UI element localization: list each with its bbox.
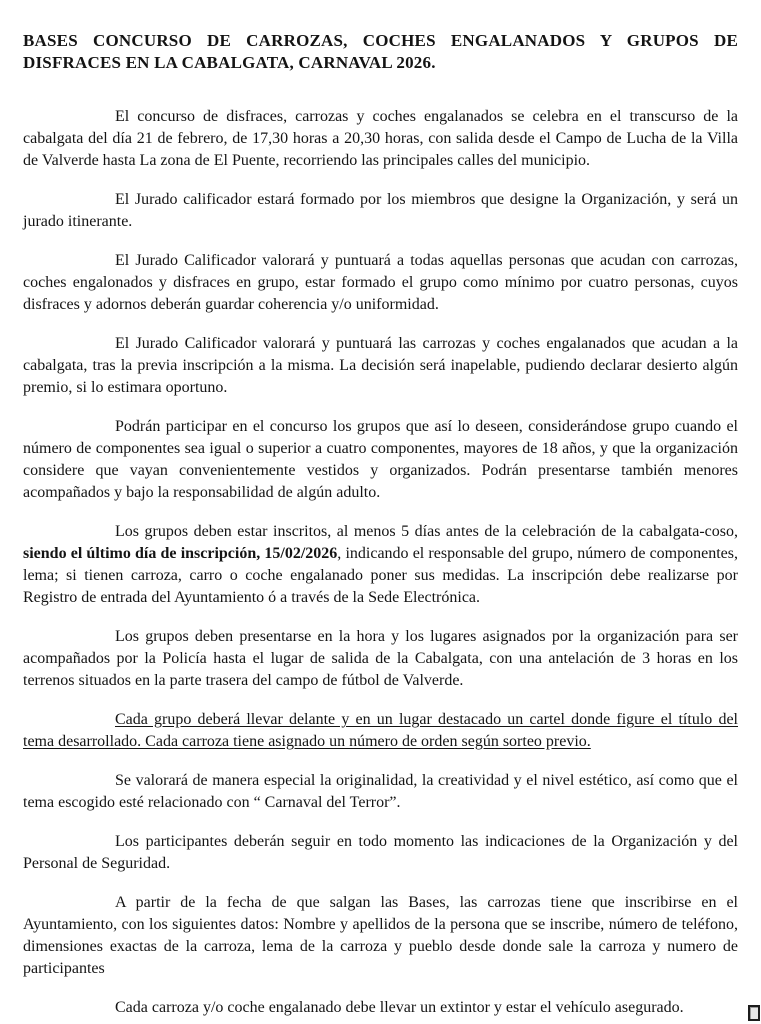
paragraph-follow-instructions: Los participantes deberán seguir en todo momento las indicaciones de la Organización y del Personal de Seguridad. — [23, 833, 738, 872]
inscription-deadline-bold: siendo el último día de inscripción, 15/02/2026 — [23, 545, 338, 562]
document-title — [23, 30, 738, 74]
paragraph-meeting-point: Los grupos deben presentarse en la hora y los lugares asignados por la organización para ser acompañados por la Policía hasta el lugar de salida de la Cabalgata, con una antelación de 3 horas en los terrenos situados en la parte trasera del campo de fútbol de Valverde. — [23, 628, 738, 689]
inscription-text-post: , indicando el responsable del grupo, número de componentes, lema; si tienen carroza, carro o coche engalanado poner sus medidas. La inscripción debe realizarse por Registro de entrada del Ayuntamiento ó a través de la Sede Electrónica. — [23, 545, 738, 606]
paragraph-jury-scoring-floats: El Jurado Calificador valorará y puntuará las carrozas y coches engalanados que acudan a la cabalgata, tras la previa inscripción a la misma. La decisión será inapelable, pudiendo declarar desierto algún premio, si lo estimara oportuno. — [23, 335, 738, 396]
paragraph-inscription-deadline — [23, 521, 738, 609]
paragraph-extinguisher-insurance: Cada carroza y/o coche engalanado debe llevar un extintor y estar el vehículo asegurado. — [115, 999, 684, 1016]
inscription-text-pre: Los grupos deben estar inscritos, al menos 5 días antes de la celebración de la cabalgata-coso, — [115, 523, 738, 540]
document-title-line-1: BASES CONCURSO DE CARROZAS, COCHES ENGALANADOS Y GRUPOS DE — [23, 31, 738, 50]
embedded-object-marker-icon — [748, 1005, 760, 1021]
paragraph-registration-data: A partir de la fecha de que salgan las Bases, las carrozas tiene que inscribirse en el Ayuntamiento, con los siguientes datos: Nombre y apellidos de la persona que se inscribe, número de teléfono, dimensiones exactas de la carroza, lema de la carroza y pueblo desde donde sale la carroza y numero de participantes — [23, 894, 738, 977]
paragraph-evaluation-criteria: Se valorará de manera especial la originalidad, la creatividad y el nivel estético, así como que el tema escogido esté relacionado con “ Carnaval del Terror”. — [23, 772, 738, 811]
paragraph-jury-scoring-groups: El Jurado Calificador valorará y puntuará a todas aquellas personas que acudan con carrozas, coches engalonados y disfraces en grupo, estar formado el grupo como mínimo por cuatro personas, cuyos disfraces y adornos deberán guardar coherencia y/o uniformidad. — [23, 252, 738, 313]
paragraph-jury-composition: El Jurado calificador estará formado por los miembros que designe la Organización, y será un jurado itinerante. — [23, 191, 738, 230]
paragraph-participation-rules: Podrán participar en el concurso los grupos que así lo deseen, considerándose grupo cuando el número de componentes sea igual o superior a cuatro componentes, mayores de 18 años, y que la organización considere que vayan convenientemente vestidos y organizados. Podrán presentarse también menores acompañados y bajo la responsabilidad de algún adulto. — [23, 418, 738, 501]
paragraph-event-schedule: El concurso de disfraces, carrozas y coches engalanados se celebra en el transcurso de la cabalgata del día 21 de febrero, de 17,30 horas a 20,30 horas, con salida desde el Campo de Lucha de la Villa de Valverde hasta La zona de El Puente, recorriendo las principales calles del municipio. — [23, 108, 738, 169]
document-title-line-2: DISFRACES EN LA CABALGATA, CARNAVAL 2026. — [23, 53, 436, 72]
paragraph-sign-requirement-underlined: Cada grupo deberá llevar delante y en un lugar destacado un cartel donde figure el título del tema desarrollado. Cada carroza tiene asignado un número de orden según sorteo previo. — [23, 711, 738, 750]
